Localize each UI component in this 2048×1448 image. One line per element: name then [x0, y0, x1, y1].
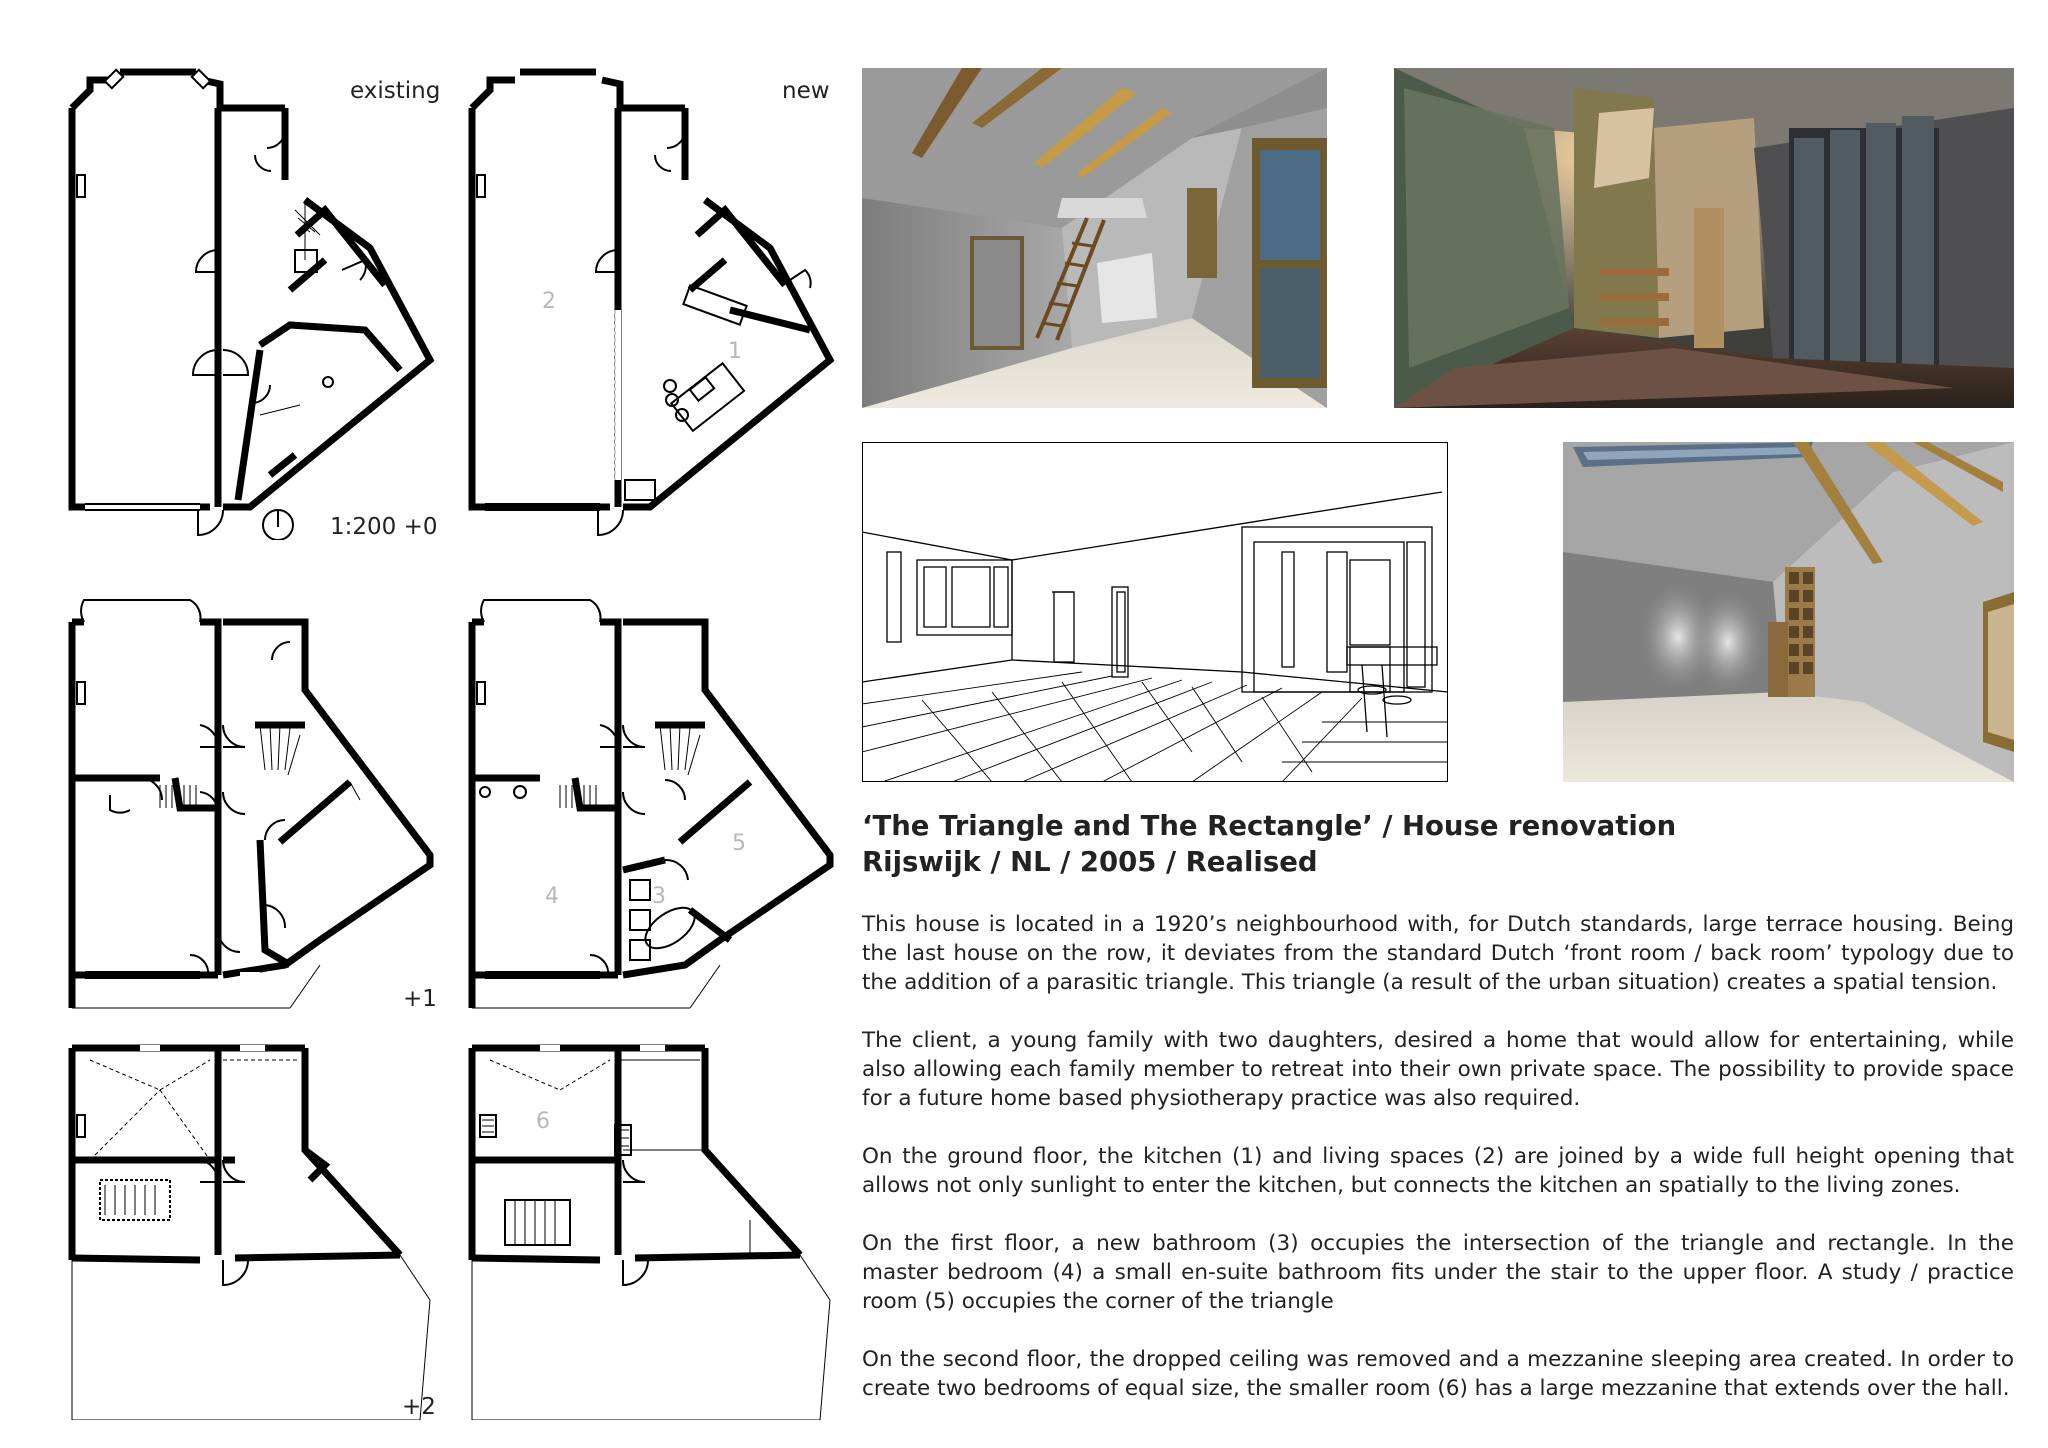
render-bathroom [1394, 68, 2014, 408]
project-description [862, 910, 2014, 1432]
plan-second-new [460, 1040, 840, 1420]
room-number-5: 5 [732, 831, 746, 856]
level-label-first: +1 [403, 986, 437, 1012]
level-label-second: +2 [402, 1394, 436, 1420]
render-attic-ladder [862, 68, 1327, 408]
project-title [862, 808, 1676, 880]
existing-label: existing [350, 78, 441, 104]
render-attic-stair [1563, 442, 2014, 782]
plan-second-existing [60, 1040, 460, 1420]
room-number-4: 4 [545, 884, 559, 909]
description-paragraph-3: On the ground floor, the kitchen (1) and living spaces (2) are joined by a wide full height opening that allows not only sunlight to enter the kitchen, but connects the kitchen an spatially to the living zones. [862, 1144, 2014, 1198]
description-paragraph-1: This house is located in a 1920’s neighbourhood with, for Dutch standards, large terrace housing. Being the last house on the row, it deviates from the standard Dutch ‘front room / back room’ typology due to the addition of a parasitic triangle. This triangle (a result of the urban situation) creates a spatial tension. [862, 912, 2014, 995]
project-title-line2: Rijswijk / NL / 2005 / Realised [862, 846, 1318, 878]
room-number-6: 6 [536, 1109, 550, 1134]
plan-first-existing [60, 570, 460, 1020]
description-paragraph-5: On the second floor, the dropped ceiling was removed and a mezzanine sleeping area created. In order to create two bedrooms of equal size, the smaller room (6) has a large mezzanine that extends over the hall. [862, 1347, 2014, 1401]
description-paragraph-2: The client, a young family with two daughters, desired a home that would allow for entertaining, while also allowing each family member to retreat into their own private space. The possibility to provide space for a future home based physiotherapy practice was also required. [862, 1028, 2014, 1111]
room-number-2: 2 [542, 289, 556, 314]
description-paragraph-4: On the first floor, a new bathroom (3) occupies the intersection of the triangle and rectangle. In the master bedroom (4) a small en-suite bathroom fits under the stair to the upper floor. A study / practice room (5) occupies the corner of the triangle [862, 1231, 2014, 1314]
plan-ground-new [460, 60, 840, 540]
scale-label: 1:200 +0 [330, 514, 438, 540]
plan-first-new [460, 570, 840, 1020]
plan-ground-existing [60, 60, 460, 540]
render-living-linework [862, 442, 1448, 782]
room-number-1: 1 [728, 339, 742, 364]
new-label: new [782, 78, 830, 104]
project-title-line1: ‘The Triangle and The Rectangle’ / House renovation [862, 810, 1677, 842]
room-number-3: 3 [652, 884, 666, 909]
